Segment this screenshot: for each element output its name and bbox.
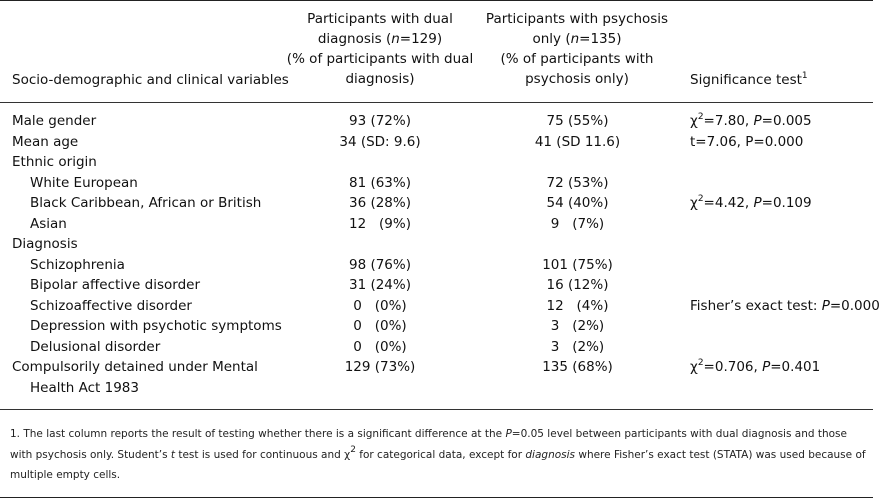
row-label-compulsory-line1: Compulsorily detained under Mental <box>12 359 258 375</box>
header-psychosis-line3: (% of participants with <box>500 51 654 67</box>
row-psychosis-compulsory: 135 (68%) <box>542 359 613 375</box>
row-psychosis-delusional: 3 (2%) <box>550 338 605 355</box>
row-label-delusional: Delusional disorder <box>30 338 161 355</box>
row-psychosis-bipolar: 16 (12%) <box>546 277 609 293</box>
body-bottom-rule <box>0 409 873 410</box>
row-label-diagnosis: Diagnosis <box>12 236 78 252</box>
header-dual-line1: Participants with dual <box>307 11 453 27</box>
header-dual-diagnosis <box>280 9 480 89</box>
row-label-white-european: White European <box>30 174 138 191</box>
row-test-ethnic-origin: $\chi^2=4.42$, P=0.109 <box>690 194 812 211</box>
row-dual-asian: 12 (9%) <box>348 215 411 232</box>
row-label-male-gender: Male gender <box>12 113 97 129</box>
row-psychosis-male-gender: 75 (55%) <box>546 113 609 129</box>
header-rule <box>0 102 873 103</box>
header-psychosis-line1: Participants with psychosis <box>485 11 669 27</box>
row-dual-male-gender: 93 (72%) <box>348 113 411 129</box>
row-label-bipolar: Bipolar affective disorder <box>30 277 200 293</box>
header-dual-line3: (% of participants with dual <box>286 51 474 67</box>
row-dual-black-caribbean: 36 (28%) <box>348 195 411 211</box>
row-dual-white-european: 81 (63%) <box>348 174 411 191</box>
row-label-depression: Depression with psychotic symptoms <box>30 318 282 334</box>
header-variables: Socio-demographic and clinical variables <box>12 72 289 88</box>
row-dual-depression: 0 (0%) <box>353 318 407 334</box>
row-psychosis-schizophrenia: 101 (75%) <box>542 256 613 273</box>
row-label-black-caribbean: Black Caribbean, African or British <box>30 195 262 211</box>
header-psychosis-line2: only (n=135) <box>532 31 622 47</box>
table-footnote: 1. The last column reports the result of testing whether there is a significant difference at the P=0.05 level between participants with dual diagnosis and those with psychosis only. Student’s t test is used for continuous and $\chi^2$ for categorical data, except for diagnosis where Fisher’s exact test (STATA) was used because of multiple empty cells. <box>10 428 866 481</box>
row-psychosis-asian: 9 (7%) <box>550 215 605 232</box>
row-psychosis-depression: 3 (2%) <box>550 318 605 334</box>
row-label-compulsory-line2: Health Act 1983 <box>30 379 139 396</box>
row-label-asian: Asian <box>30 215 67 232</box>
header-dual-line2: diagnosis (n=129) <box>317 31 443 47</box>
row-label-ethnic-origin: Ethnic origin <box>12 154 97 170</box>
row-label-mean-age: Mean age <box>12 133 79 150</box>
row-dual-schizoaffective: 0 (0%) <box>353 297 407 314</box>
header-psychosis-only <box>477 9 677 89</box>
header-dual-line4: diagnosis) <box>345 71 415 87</box>
header-psychosis-line4: psychosis only) <box>525 71 629 87</box>
row-label-schizophrenia: Schizophrenia <box>30 256 125 273</box>
row-test-diagnosis: Fisher’s exact test: P=0.000 <box>690 297 880 314</box>
bottom-rule <box>0 497 873 498</box>
row-dual-delusional: 0 (0%) <box>353 338 407 355</box>
row-label-schizoaffective: Schizoaffective disorder <box>30 297 192 314</box>
row-psychosis-schizoaffective: 12 (4%) <box>546 297 609 314</box>
row-psychosis-mean-age: 41 (SD 11.6) <box>534 133 621 150</box>
top-rule <box>0 0 873 1</box>
header-significance-test: Significance test$^1$ <box>690 71 808 88</box>
row-test-mean-age: t=7.06, P=0.000 <box>690 133 804 150</box>
row-psychosis-white-european: 72 (53%) <box>546 174 609 191</box>
row-test-compulsory: $\chi^2=0.706$, P=0.401 <box>690 358 821 375</box>
row-dual-mean-age: 34 (SD: 9.6) <box>339 133 421 150</box>
row-dual-schizophrenia: 98 (76%) <box>348 256 411 273</box>
row-dual-compulsory: 129 (73%) <box>344 359 416 375</box>
row-dual-bipolar: 31 (24%) <box>348 277 411 293</box>
row-psychosis-black-caribbean: 54 (40%) <box>546 195 609 211</box>
row-test-male-gender: $\chi^2=7.80$, P=0.005 <box>690 112 812 129</box>
